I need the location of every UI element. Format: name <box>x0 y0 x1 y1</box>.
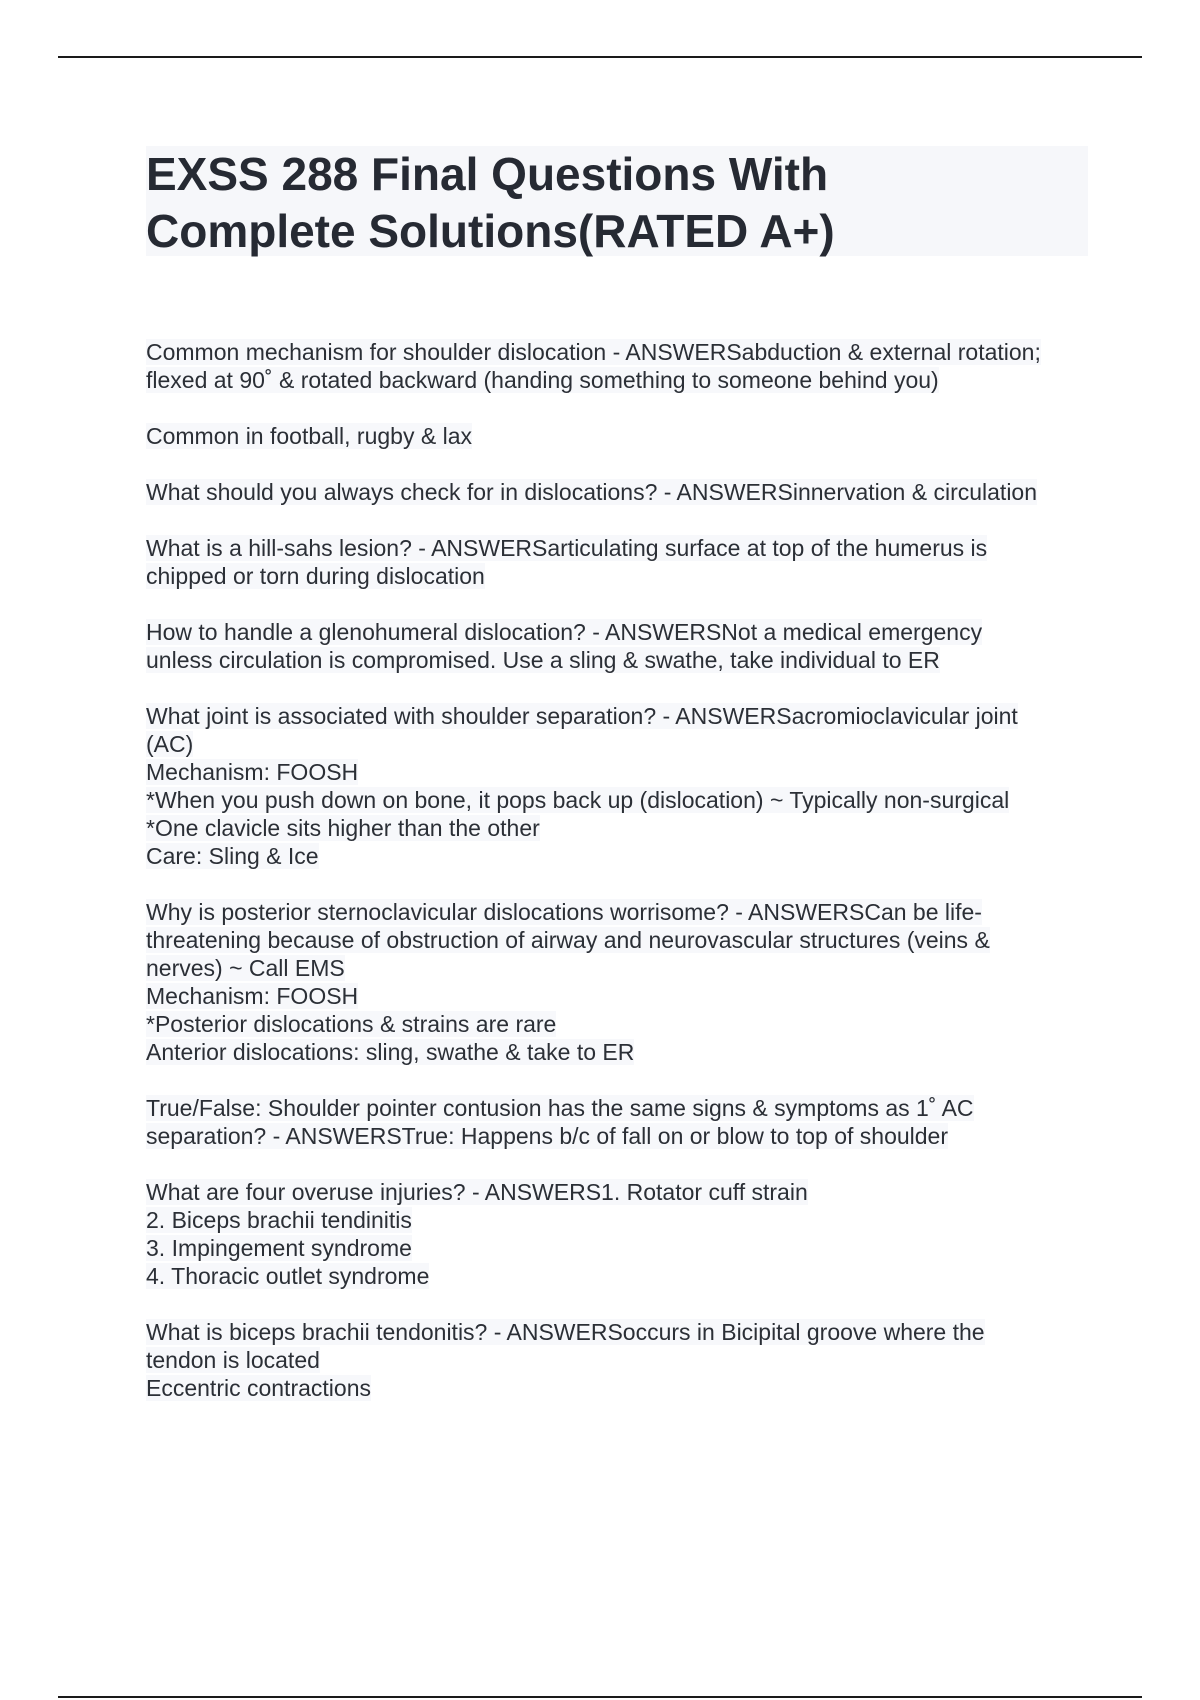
qa-entry <box>146 338 1096 394</box>
qa-line <box>146 758 1096 786</box>
qa-line <box>146 730 1096 758</box>
qa-line-text: (AC) <box>146 731 194 757</box>
qa-line <box>146 1094 1096 1122</box>
qa-line <box>146 842 1096 870</box>
qa-line-text: tendon is located <box>146 1347 320 1373</box>
qa-line <box>146 1234 1096 1262</box>
qa-line-text: *When you push down on bone, it pops back up (dislocation) ~ Typically non-surgical <box>146 787 1010 813</box>
qa-line <box>146 562 1096 590</box>
top-rule <box>58 56 1142 58</box>
qa-line <box>146 1206 1096 1234</box>
document-title <box>146 146 1088 256</box>
qa-line-text: unless circulation is compromised. Use a sling & swathe, take individual to ER <box>146 647 940 673</box>
qa-line-text: True/False: Shoulder pointer contusion has the same signs & symptoms as 1˚ AC <box>146 1095 974 1121</box>
qa-line-text: nerves) ~ Call EMS <box>146 955 345 981</box>
qa-entry <box>146 1318 1096 1402</box>
qa-line <box>146 646 1096 674</box>
bottom-rule <box>58 1696 1142 1698</box>
qa-line-text: What are four overuse injuries? - ANSWERS1. Rotator cuff strain <box>146 1179 808 1205</box>
qa-entry <box>146 478 1096 506</box>
qa-line-text: Mechanism: FOOSH <box>146 759 359 785</box>
qa-line-text: Anterior dislocations: sling, swathe & take to ER <box>146 1039 635 1065</box>
qa-entry <box>146 422 1096 450</box>
qa-line <box>146 926 1096 954</box>
qa-line <box>146 366 1096 394</box>
qa-line-text: What is biceps brachii tendonitis? - ANSWERSoccurs in Bicipital groove where the <box>146 1319 985 1345</box>
qa-line <box>146 1374 1096 1402</box>
qa-entry <box>146 1178 1096 1290</box>
qa-line-text: Mechanism: FOOSH <box>146 983 359 1009</box>
qa-list <box>146 338 1096 1430</box>
qa-line <box>146 478 1096 506</box>
qa-line <box>146 1010 1096 1038</box>
qa-line-text: Care: Sling & Ice <box>146 843 319 869</box>
qa-line <box>146 898 1096 926</box>
qa-line-text: 4. Thoracic outlet syndrome <box>146 1263 430 1289</box>
qa-line-text: threatening because of obstruction of airway and neurovascular structures (veins & <box>146 927 990 953</box>
qa-entry <box>146 702 1096 870</box>
qa-line <box>146 1178 1096 1206</box>
qa-line-text: What should you always check for in dislocations? - ANSWERSinnervation & circulation <box>146 479 1038 505</box>
qa-line-text: *One clavicle sits higher than the other <box>146 815 540 841</box>
qa-entry <box>146 1094 1096 1150</box>
qa-entry <box>146 618 1096 674</box>
qa-line-text: How to handle a glenohumeral dislocation? - ANSWERSNot a medical emergency <box>146 619 983 645</box>
qa-line <box>146 1262 1096 1290</box>
qa-line-text: Common mechanism for shoulder dislocation - ANSWERSabduction & external rotation; <box>146 339 1041 365</box>
qa-line-text: separation? - ANSWERSTrue: Happens b/c of fall on or blow to top of shoulder <box>146 1123 949 1149</box>
qa-line <box>146 534 1096 562</box>
qa-line <box>146 814 1096 842</box>
qa-line <box>146 618 1096 646</box>
qa-line-text: flexed at 90˚ & rotated backward (handing something to someone behind you) <box>146 367 939 393</box>
qa-line <box>146 702 1096 730</box>
qa-line <box>146 1318 1096 1346</box>
qa-line <box>146 954 1096 982</box>
qa-entry <box>146 534 1096 590</box>
qa-line-text: 3. Impingement syndrome <box>146 1235 412 1261</box>
qa-line <box>146 1346 1096 1374</box>
qa-line <box>146 422 1096 450</box>
title-line-2: Complete Solutions(RATED A+) <box>146 205 835 257</box>
qa-line-text: What is a hill-sahs lesion? - ANSWERSarticulating surface at top of the humerus is <box>146 535 988 561</box>
qa-line <box>146 338 1096 366</box>
qa-entry <box>146 898 1096 1066</box>
title-line-1: EXSS 288 Final Questions With <box>146 148 829 200</box>
qa-line <box>146 786 1096 814</box>
qa-line-text: Common in football, rugby & lax <box>146 423 472 449</box>
qa-line-text: chipped or torn during dislocation <box>146 563 485 589</box>
qa-line-text: *Posterior dislocations & strains are rare <box>146 1011 557 1037</box>
qa-line-text: Why is posterior sternoclavicular dislocations worrisome? - ANSWERSCan be life- <box>146 899 982 925</box>
qa-line <box>146 1122 1096 1150</box>
qa-line <box>146 982 1096 1010</box>
qa-line-text: Eccentric contractions <box>146 1375 371 1401</box>
qa-line-text: What joint is associated with shoulder separation? - ANSWERSacromioclavicular joint <box>146 703 1018 729</box>
qa-line-text: 2. Biceps brachii tendinitis <box>146 1207 412 1233</box>
qa-line <box>146 1038 1096 1066</box>
